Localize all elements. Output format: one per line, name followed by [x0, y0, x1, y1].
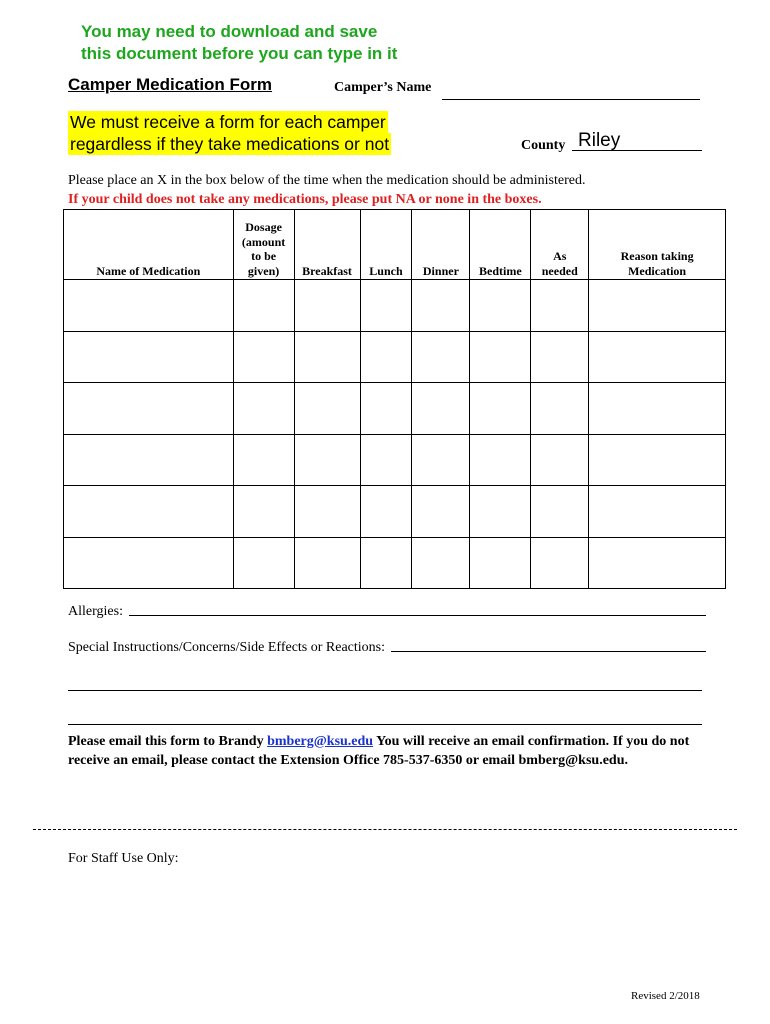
download-notice: [81, 21, 397, 65]
cell-bedtime[interactable]: [470, 331, 531, 383]
email-instructions: Please email this form to Brandy bmberg@ksu.edu You will receive an email confirmation. If you do not receive an email, please contact the Extension Office 785-537-6350 or email bmberg@ksu.edu.: [68, 734, 690, 768]
cell-dosage[interactable]: [233, 537, 294, 589]
cell-bedtime[interactable]: [470, 486, 531, 538]
administration-instructions: Please place an X in the box below of the time when the medication should be administered.: [68, 173, 586, 188]
allergies-label: Allergies:: [68, 604, 123, 619]
cell-lunch[interactable]: [360, 434, 412, 486]
cell-dinner[interactable]: [412, 280, 470, 332]
each-camper-notice: [68, 111, 391, 155]
allergies-field[interactable]: [129, 615, 706, 616]
cell-bedtime[interactable]: [470, 537, 531, 589]
cell-breakfast[interactable]: [294, 486, 360, 538]
header-dinner: Dinner: [412, 210, 470, 280]
cell-name[interactable]: [64, 280, 234, 332]
cell-breakfast[interactable]: [294, 383, 360, 435]
cell-as-needed[interactable]: [531, 383, 589, 435]
cell-lunch[interactable]: [360, 537, 412, 589]
cell-dosage[interactable]: [233, 486, 294, 538]
cell-bedtime[interactable]: [470, 280, 531, 332]
cell-reason[interactable]: [589, 280, 726, 332]
header-reason: Reason taking Medication: [589, 210, 726, 280]
camper-name-label: Camper’s Name: [334, 80, 432, 95]
allergies-row: [68, 604, 706, 620]
no-medication-instructions: If your child does not take any medications, please put NA or none in the boxes.: [68, 192, 542, 207]
cell-breakfast[interactable]: [294, 537, 360, 589]
medication-row: [64, 486, 726, 538]
cell-dinner[interactable]: [412, 486, 470, 538]
cell-as-needed[interactable]: [531, 486, 589, 538]
cell-as-needed[interactable]: [531, 434, 589, 486]
camper-name-field[interactable]: [442, 99, 700, 100]
special-instructions-line-2[interactable]: [68, 690, 702, 691]
header-breakfast: Breakfast: [294, 210, 360, 280]
cell-as-needed[interactable]: [531, 537, 589, 589]
cell-name[interactable]: [64, 434, 234, 486]
header-lunch: Lunch: [360, 210, 412, 280]
email-link[interactable]: bmberg@ksu.edu: [267, 734, 374, 749]
cell-reason[interactable]: [589, 383, 726, 435]
cell-name[interactable]: [64, 537, 234, 589]
medication-table-header: [64, 210, 726, 280]
each-camper-notice-line2: regardless if they take medications or not: [70, 134, 390, 154]
header-bedtime: Bedtime: [470, 210, 531, 280]
county-field[interactable]: Riley: [578, 130, 621, 151]
staff-use-label: For Staff Use Only:: [68, 851, 179, 866]
medication-row: [64, 537, 726, 589]
cell-as-needed[interactable]: [531, 280, 589, 332]
special-instructions-row: [68, 640, 706, 656]
cell-bedtime[interactable]: [470, 434, 531, 486]
county-underline: [572, 150, 702, 151]
header-name-of-medication: Name of Medication: [64, 210, 234, 280]
cell-bedtime[interactable]: [470, 383, 531, 435]
cell-dosage[interactable]: [233, 280, 294, 332]
cell-lunch[interactable]: [360, 280, 412, 332]
cell-reason[interactable]: [589, 537, 726, 589]
cell-dosage[interactable]: [233, 331, 294, 383]
revision-date: Revised 2/2018: [631, 990, 700, 1002]
medication-row: [64, 331, 726, 383]
cut-line-divider: [33, 829, 737, 830]
cell-as-needed[interactable]: [531, 331, 589, 383]
header-dosage: Dosage (amount to be given): [233, 210, 294, 280]
medication-row: [64, 434, 726, 486]
special-instructions-field[interactable]: [391, 651, 706, 652]
cell-lunch[interactable]: [360, 383, 412, 435]
form-title: Camper Medication Form: [68, 75, 273, 94]
cell-breakfast[interactable]: [294, 280, 360, 332]
medication-row: [64, 280, 726, 332]
cell-dosage[interactable]: [233, 434, 294, 486]
cell-lunch[interactable]: [360, 331, 412, 383]
medication-table: [63, 209, 726, 589]
cell-dinner[interactable]: [412, 537, 470, 589]
cell-breakfast[interactable]: [294, 434, 360, 486]
cell-reason[interactable]: [589, 434, 726, 486]
cell-name[interactable]: [64, 486, 234, 538]
cell-reason[interactable]: [589, 486, 726, 538]
header-as-needed: As needed: [531, 210, 589, 280]
county-label: County: [521, 138, 566, 153]
download-notice-line2: this document before you can type in it: [81, 44, 398, 63]
cell-reason[interactable]: [589, 331, 726, 383]
each-camper-notice-line1: We must receive a form for each camper: [70, 112, 386, 132]
cell-breakfast[interactable]: [294, 331, 360, 383]
cell-dinner[interactable]: [412, 331, 470, 383]
medication-row: [64, 383, 726, 435]
special-instructions-label: Special Instructions/Concerns/Side Effects or Reactions:: [68, 640, 386, 655]
cell-lunch[interactable]: [360, 486, 412, 538]
download-notice-line1: You may need to download and save: [81, 22, 378, 41]
special-instructions-line-3[interactable]: [68, 724, 702, 725]
cell-name[interactable]: [64, 383, 234, 435]
cell-dinner[interactable]: [412, 434, 470, 486]
cell-dosage[interactable]: [233, 383, 294, 435]
cell-name[interactable]: [64, 331, 234, 383]
cell-dinner[interactable]: [412, 383, 470, 435]
